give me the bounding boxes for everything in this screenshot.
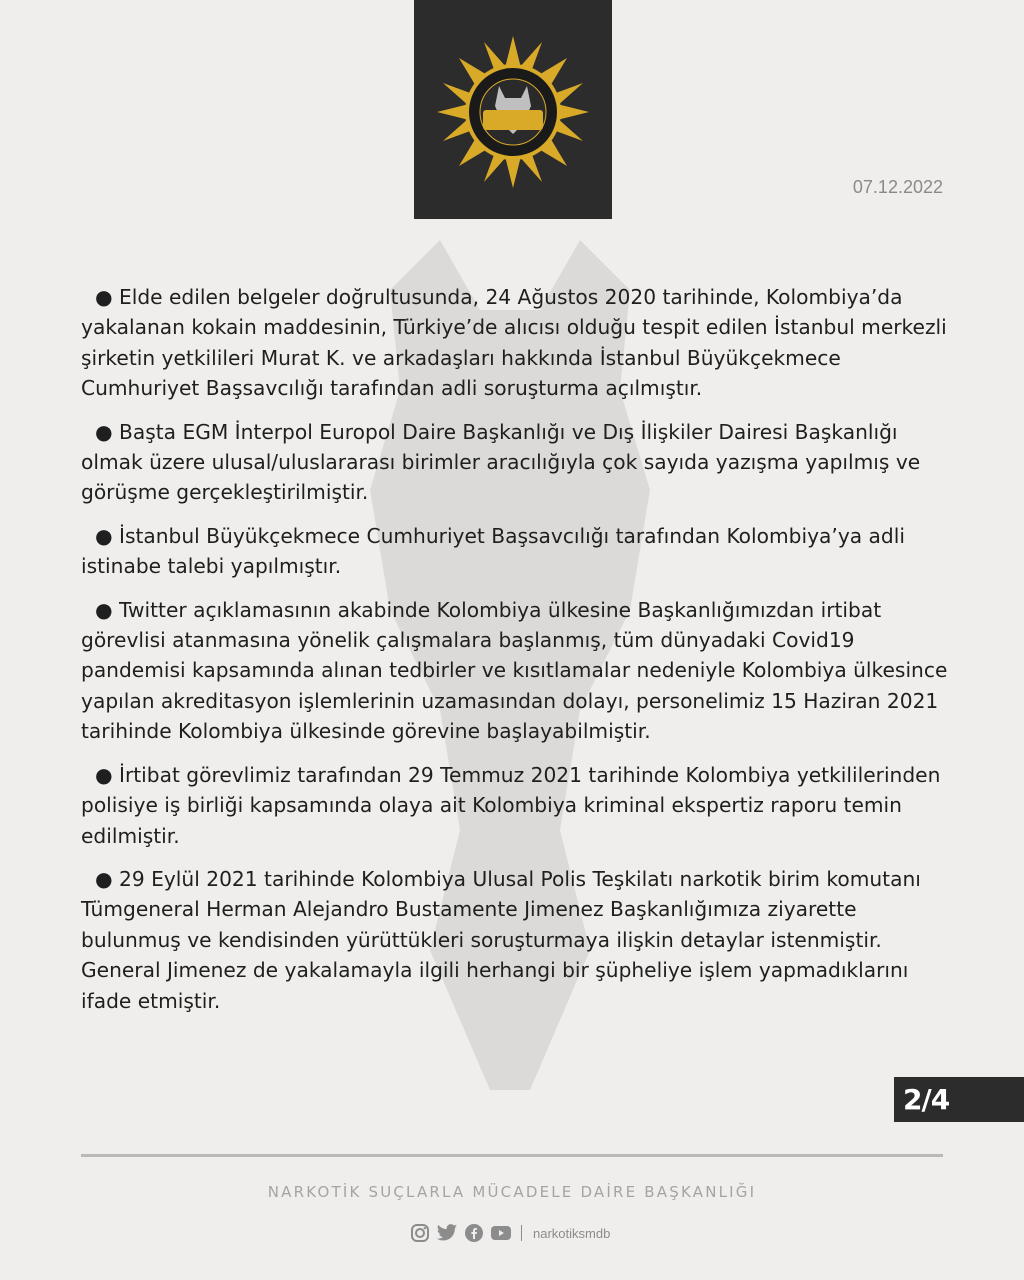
paragraph-text: Elde edilen belgeler doğrultusunda, 24 Ağustos 2020 tarihinde, Kolombiya’da yakalanan kokain maddesinin, Türkiye’de alıcısı olduğu tespit edilen İstanbul merkezli şirketin yetkilileri Murat K. ve arkadaşları hakkında İstanbul Büyükçekmece Cumhuriyet Başsavcılığı tarafından adli soruşturma açılmıştır. (81, 285, 947, 401)
bullet-icon: ● (95, 285, 113, 309)
instagram-icon[interactable] (410, 1223, 430, 1243)
paragraph-text: 29 Eylül 2021 tarihinde Kolombiya Ulusal Polis Teşkilatı narkotik birim komutanı Tümgeneral Herman Alejandro Bustamente Jimenez Başkanlığımıza ziyarette bulunmuş ve kendisinden yürüttükleri soruşturmaya ilişkin detaylar istenmiştir. General Jimenez de yakalamayla ilgili herhangi bir şüpheliye işlem yapmadıklarını ifade etmiştir. (81, 866, 921, 1013)
paragraph-text: Twitter açıklamasının akabinde Kolombiya ülkesine Başkanlığımızdan irtibat görevlisi atanmasına yönelik çalışmalara başlanmış, tüm dünyadaki Covid19 pandemisi kapsamında alınan tedbirler ve kısıtlamalar nedeniyle Kolombiya ülkesince yapılan akreditasyon işlemlerinin uzamasından dolayı, personelimiz 15 Haziran 2021 tarihinde Kolombiya ülkesinde görevine başlayabilmiştir. (81, 597, 948, 744)
bullet-icon: ● (95, 866, 113, 891)
paragraph-text: İstanbul Büyükçekmece Cumhuriyet Başsavcılığı tarafından Kolombiya’ya adli istinabe talebi yapılmıştır. (81, 523, 905, 579)
footer-organization: NARKOTİK SUÇLARLA MÜCADELE DAİRE BAŞKANLIĞI (267, 1183, 757, 1201)
paragraph-text: Başta EGM İnterpol Europol Daire Başkanlığı ve Dış İlişkiler Dairesi Başkanlığı olmak üzere ulusal/uluslararası birimler aracılığıyla çok sayıda yazışma yapılmış ve görüşme gerçekleştirilmiştir. (81, 419, 921, 505)
footer-divider (81, 1154, 943, 1157)
social-bar (410, 1221, 610, 1245)
facebook-icon[interactable] (464, 1223, 484, 1243)
paragraph-1 (81, 282, 949, 404)
bullet-icon: ● (95, 419, 113, 444)
logo-panel (414, 0, 612, 219)
paragraph-text: İrtibat görevlimiz tarafından 29 Temmuz 2021 tarihinde Kolombiya yetkililerinden polisiye iş birliği kapsamında olaya ait Kolombiya kriminal ekspertiz raporu temin edilmiştir. (81, 762, 941, 848)
bullet-icon: ● (95, 523, 113, 548)
twitter-icon[interactable] (436, 1223, 458, 1243)
ndb-badge-icon (414, 0, 612, 219)
separator (521, 1225, 522, 1241)
social-handle[interactable]: narkotiksmdb (533, 1225, 611, 1241)
paragraph-5 (81, 760, 949, 851)
page-indicator: 2/4 (894, 1077, 1024, 1122)
paragraph-4 (81, 595, 949, 747)
paragraph-3 (81, 521, 949, 582)
youtube-icon[interactable] (490, 1223, 512, 1243)
document-date: 07.12.2022 (852, 177, 943, 197)
paragraph-6 (81, 864, 949, 1016)
document-body (81, 282, 949, 1029)
paragraph-2 (81, 417, 949, 508)
bullet-icon: ● (95, 597, 113, 622)
bullet-icon: ● (95, 762, 113, 787)
